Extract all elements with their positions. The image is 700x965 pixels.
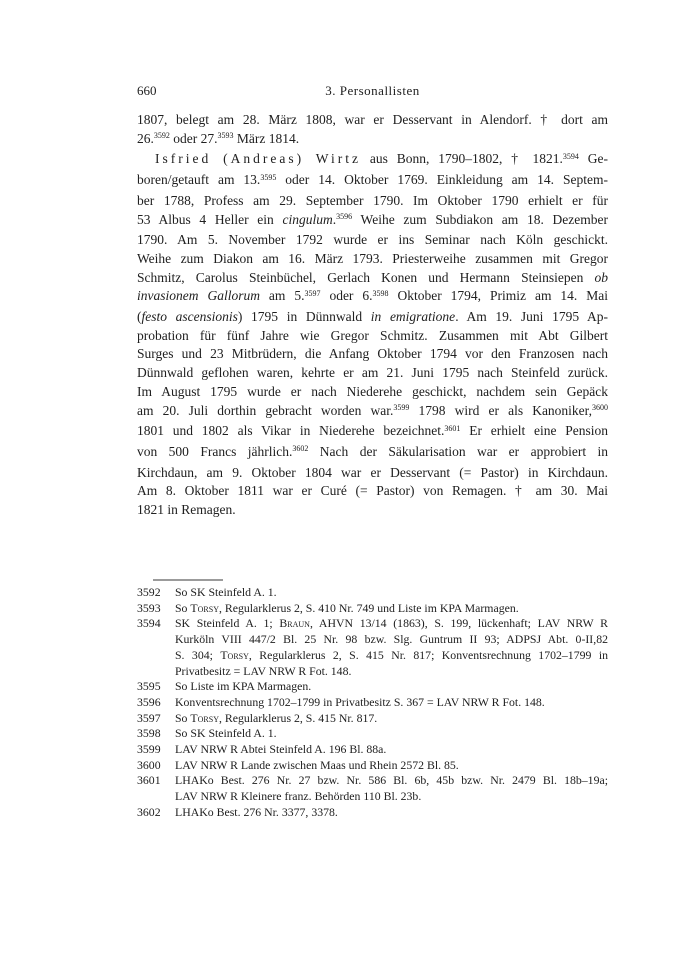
text-segment: oder 6. [320, 288, 373, 304]
body-line [137, 402, 608, 423]
text-segment: , Regularklerus 2, S. 415 Nr. 817. [218, 710, 378, 725]
text-segment: invasionem Gallorum [137, 288, 260, 304]
text-segment: So Liste im KPA Marmagen. [175, 679, 312, 694]
footnote [137, 726, 608, 742]
footnote-line [175, 695, 608, 711]
text-segment: Braun [279, 616, 310, 631]
text-segment: , AHVN 13/14 (1863), S. 199, lückenhaft; LAV NRW R [309, 616, 608, 631]
footnote-gap [167, 805, 175, 821]
text-segment: S. 304; [175, 647, 221, 662]
text-segment: 1790. Am 5. November 1792 wurde er ins Seminar nach Köln geschickt. [137, 232, 608, 248]
text-segment: Torsy [220, 647, 249, 662]
text-segment: Nach der Säkularisation war er approbiert in [308, 443, 608, 459]
footnote-line [175, 711, 608, 727]
text-segment: Dünnwald geflohen waren, kehrte er am 21. Juni 1795 nach Steinfeld zurück. [137, 365, 608, 381]
footnote-line [175, 585, 608, 601]
footnote-line [175, 648, 608, 664]
footnote-gap [167, 711, 175, 727]
body-line [137, 308, 608, 327]
text-segment: LAV NRW R Kleinere franz. Behörden 110 Bl. 23b. [175, 789, 422, 804]
body-line [137, 443, 608, 464]
text-segment: Oktober 1794, Primiz am 14. Mai [388, 288, 608, 304]
footnote-line [175, 616, 608, 632]
footnote-text [175, 616, 608, 679]
text-segment: boren/getauft am 13. [137, 172, 261, 188]
page-number: 660 [137, 83, 157, 98]
footnote-text [175, 585, 608, 601]
chapter-title: 3. Personallisten [325, 83, 420, 98]
footnote-separator-rule [153, 579, 223, 581]
text-segment: Schmitz, Carolus Steinbüchel, Gerlach Konen und Hermann Steinsiepen [137, 269, 595, 285]
text-segment: ber 1788, Profess am 29. September 1790. Im Oktober 1790 erhielt er für [137, 192, 608, 208]
text-segment: So [175, 600, 191, 615]
footnote-number: 3593 [137, 600, 161, 615]
footnote-text [175, 601, 608, 617]
footnote-line [175, 601, 608, 617]
footnote-line [175, 758, 608, 774]
body-line [137, 130, 608, 151]
text-segment: Torsy [190, 600, 219, 615]
footnote-marker: 3593 [217, 131, 234, 141]
footnote-text [175, 679, 608, 695]
text-segment: LHAKo Best. 276 Nr. 27 bzw. Nr. 586 Bl. 6b, 45b bzw. Nr. 2479 Bl. 18b–19a; [175, 773, 608, 788]
text-segment: oder 14. Oktober 1769. Einkleidung am 14. Septem- [276, 172, 608, 188]
text-segment: Am 8. Oktober 1811 war er Curé (= Pastor) von Remagen. † am 30. Mai [137, 483, 608, 499]
footnote-text [175, 758, 608, 774]
text-segment: Privatbesitz = LAV NRW R Fot. 148. [175, 663, 352, 678]
footnote [137, 773, 608, 804]
body-line [137, 150, 608, 171]
text-segment: , Regularklerus 2, S. 415 Nr. 817; Konventsrechnung 1702–1799 in [248, 647, 608, 662]
footnote-marker: 3600 [592, 403, 609, 413]
body-line [137, 111, 608, 130]
footnote-line [175, 726, 608, 742]
footnote-gap [167, 726, 175, 742]
footnote-marker: 3598 [372, 288, 389, 298]
body-line [137, 287, 608, 308]
text-segment: Weihe zum Subdiakon am 18. Dezember [352, 211, 608, 227]
body-line [137, 345, 608, 364]
footnote [137, 742, 608, 758]
footnote-marker: 3594 [562, 151, 579, 161]
text-segment: ( [137, 309, 142, 325]
text-segment: am 20. Juli dorthin gebracht worden war. [137, 402, 394, 418]
text-segment: Weihe zum Diakon am 16. März 1793. Priesterweihe zusammen mit Gregor [137, 250, 608, 266]
footnote-line [175, 742, 608, 758]
footnote-gap [167, 773, 175, 804]
footnote [137, 585, 608, 601]
footnote-marker: 3601 [444, 423, 461, 433]
footnote-marker: 3595 [260, 172, 277, 182]
text-segment: 1807, belegt am 28. März 1808, war er Desservant in Alendorf. † dort am [137, 112, 608, 127]
text-segment: , Regularklerus 2, S. 410 Nr. 749 und Liste im KPA Marmagen. [218, 600, 519, 615]
body-line [137, 464, 608, 483]
body-line [137, 171, 608, 192]
footnote-text [175, 742, 608, 758]
footnote-marker: 3596 [336, 212, 353, 222]
text-segment: in emigratione [370, 309, 456, 325]
footnote-line [175, 789, 608, 805]
text-segment: So [175, 710, 191, 725]
footnote-text [175, 726, 608, 742]
text-segment: ) 1795 in Dünnwald [237, 309, 371, 325]
footnote-text [175, 695, 608, 711]
text-segment: 1821 in Remagen. [137, 502, 236, 518]
footnote-gap [167, 695, 175, 711]
footnote-number: 3597 [137, 710, 161, 725]
text-segment: LHAKo Best. 276 Nr. 3377, 3378. [175, 804, 338, 819]
text-segment: LAV NRW R Abtei Steinfeld A. 196 Bl. 88a. [175, 742, 387, 757]
footnotes-list [137, 585, 608, 821]
footnote-line [175, 773, 608, 789]
text-segment: Isfried (Andreas) Wirtz [155, 151, 361, 167]
body-line [137, 269, 608, 288]
footnote-line [175, 664, 608, 680]
footnote-gap [167, 742, 175, 758]
footnote [137, 805, 608, 821]
footnote-number: 3598 [137, 726, 161, 741]
body-line [137, 192, 608, 211]
footnote-marker: 3592 [153, 131, 170, 141]
text-segment: Kirchdaun, am 9. Oktober 1804 war er Desservant (= Pastor) in Kirchdaun. [137, 464, 608, 480]
footnote-line [175, 632, 608, 648]
text-segment: Konventsrechnung 1702–1799 in Privatbesitz S. 367 = LAV NRW R Fot. 148. [175, 694, 545, 709]
footnote-number: 3594 [137, 616, 161, 631]
footnote [137, 695, 608, 711]
footnote-number: 3601 [137, 773, 161, 788]
body-line [137, 422, 608, 443]
footnote-text [175, 773, 608, 804]
text-segment: von 500 Francs jährlich. [137, 443, 293, 459]
text-segment: 1801 und 1802 als Vikar in Niederehe bezeichnet. [137, 423, 445, 439]
body-line [137, 482, 608, 501]
text-segment: festo ascensionis [141, 309, 238, 325]
footnote-line [175, 679, 608, 695]
footnote-gap [167, 679, 175, 695]
footnote-line [175, 805, 608, 821]
footnote [137, 758, 608, 774]
footnote-gap [167, 585, 175, 601]
footnote-number: 3595 [137, 679, 161, 694]
text-segment: cingulum [282, 211, 333, 227]
text-segment: 1798 wird er als Kanoniker, [409, 402, 593, 418]
text-segment: probation für fünf Jahre wie Gregor Schmitz. Zusammen mit Abt Gilbert [137, 327, 608, 343]
text-segment: Im August 1795 wurde er nach Niederehe geschickt, nachdem sein Gepäck [137, 383, 608, 399]
text-segment: Torsy [190, 710, 219, 725]
footnote [137, 616, 608, 679]
body-text [137, 111, 608, 520]
text-segment: Kurköln VIII 447/2 Bl. 25 Nr. 98 bzw. Slg. Guntrum II 93; ADPSJ Abt. 0-II,82 [175, 632, 608, 647]
text-segment: am 5. [259, 288, 305, 304]
footnote-marker: 3597 [304, 288, 321, 298]
body-line [137, 364, 608, 383]
text-segment: aus Bonn, 1790–1802, † 1821. [360, 151, 563, 167]
footnote-gap [167, 616, 175, 679]
footnote-number: 3600 [137, 757, 161, 772]
text-segment: 53 Albus 4 Heller ein [137, 211, 283, 227]
text-segment: . [332, 211, 337, 227]
footnote-gap [167, 758, 175, 774]
text-segment: LAV NRW R Lande zwischen Maas und Rhein 2572 Bl. 85. [175, 757, 459, 772]
body-line [137, 250, 608, 269]
body-line [137, 327, 608, 346]
body-line [137, 501, 608, 520]
footnote-number: 3592 [137, 585, 161, 599]
footnote-number: 3602 [137, 804, 161, 819]
body-line [137, 383, 608, 402]
text-segment: Ge- [578, 151, 608, 167]
text-segment: SK Steinfeld A. 1; [175, 616, 280, 631]
text-segment: März 1814. [233, 130, 300, 146]
text-segment: ob [594, 269, 608, 285]
footnote-marker: 3599 [393, 403, 410, 413]
footnote-number: 3596 [137, 694, 161, 709]
text-segment: oder 27. [169, 130, 218, 146]
text-segment: 26. [137, 130, 154, 146]
text-segment: So SK Steinfeld A. 1. [175, 726, 277, 741]
body-line [137, 231, 608, 250]
running-header [137, 83, 608, 98]
footnote [137, 601, 608, 617]
footnote [137, 711, 608, 727]
text-segment: Surges und 23 Mitbrüdern, die Anfang Oktober 1794 vor den Franzosen nach [137, 346, 608, 362]
footnote [137, 679, 608, 695]
footnote-text [175, 711, 608, 727]
text-segment: Er erhielt eine Pension [460, 423, 608, 439]
footnote-gap [167, 601, 175, 617]
body-line [137, 211, 608, 232]
text-segment: So SK Steinfeld A. 1. [175, 585, 277, 599]
footnote-text [175, 805, 608, 821]
text-segment: . Am 19. Juni 1795 Ap- [455, 309, 608, 325]
footnote-number: 3599 [137, 742, 161, 757]
footnote-marker: 3602 [292, 444, 309, 454]
